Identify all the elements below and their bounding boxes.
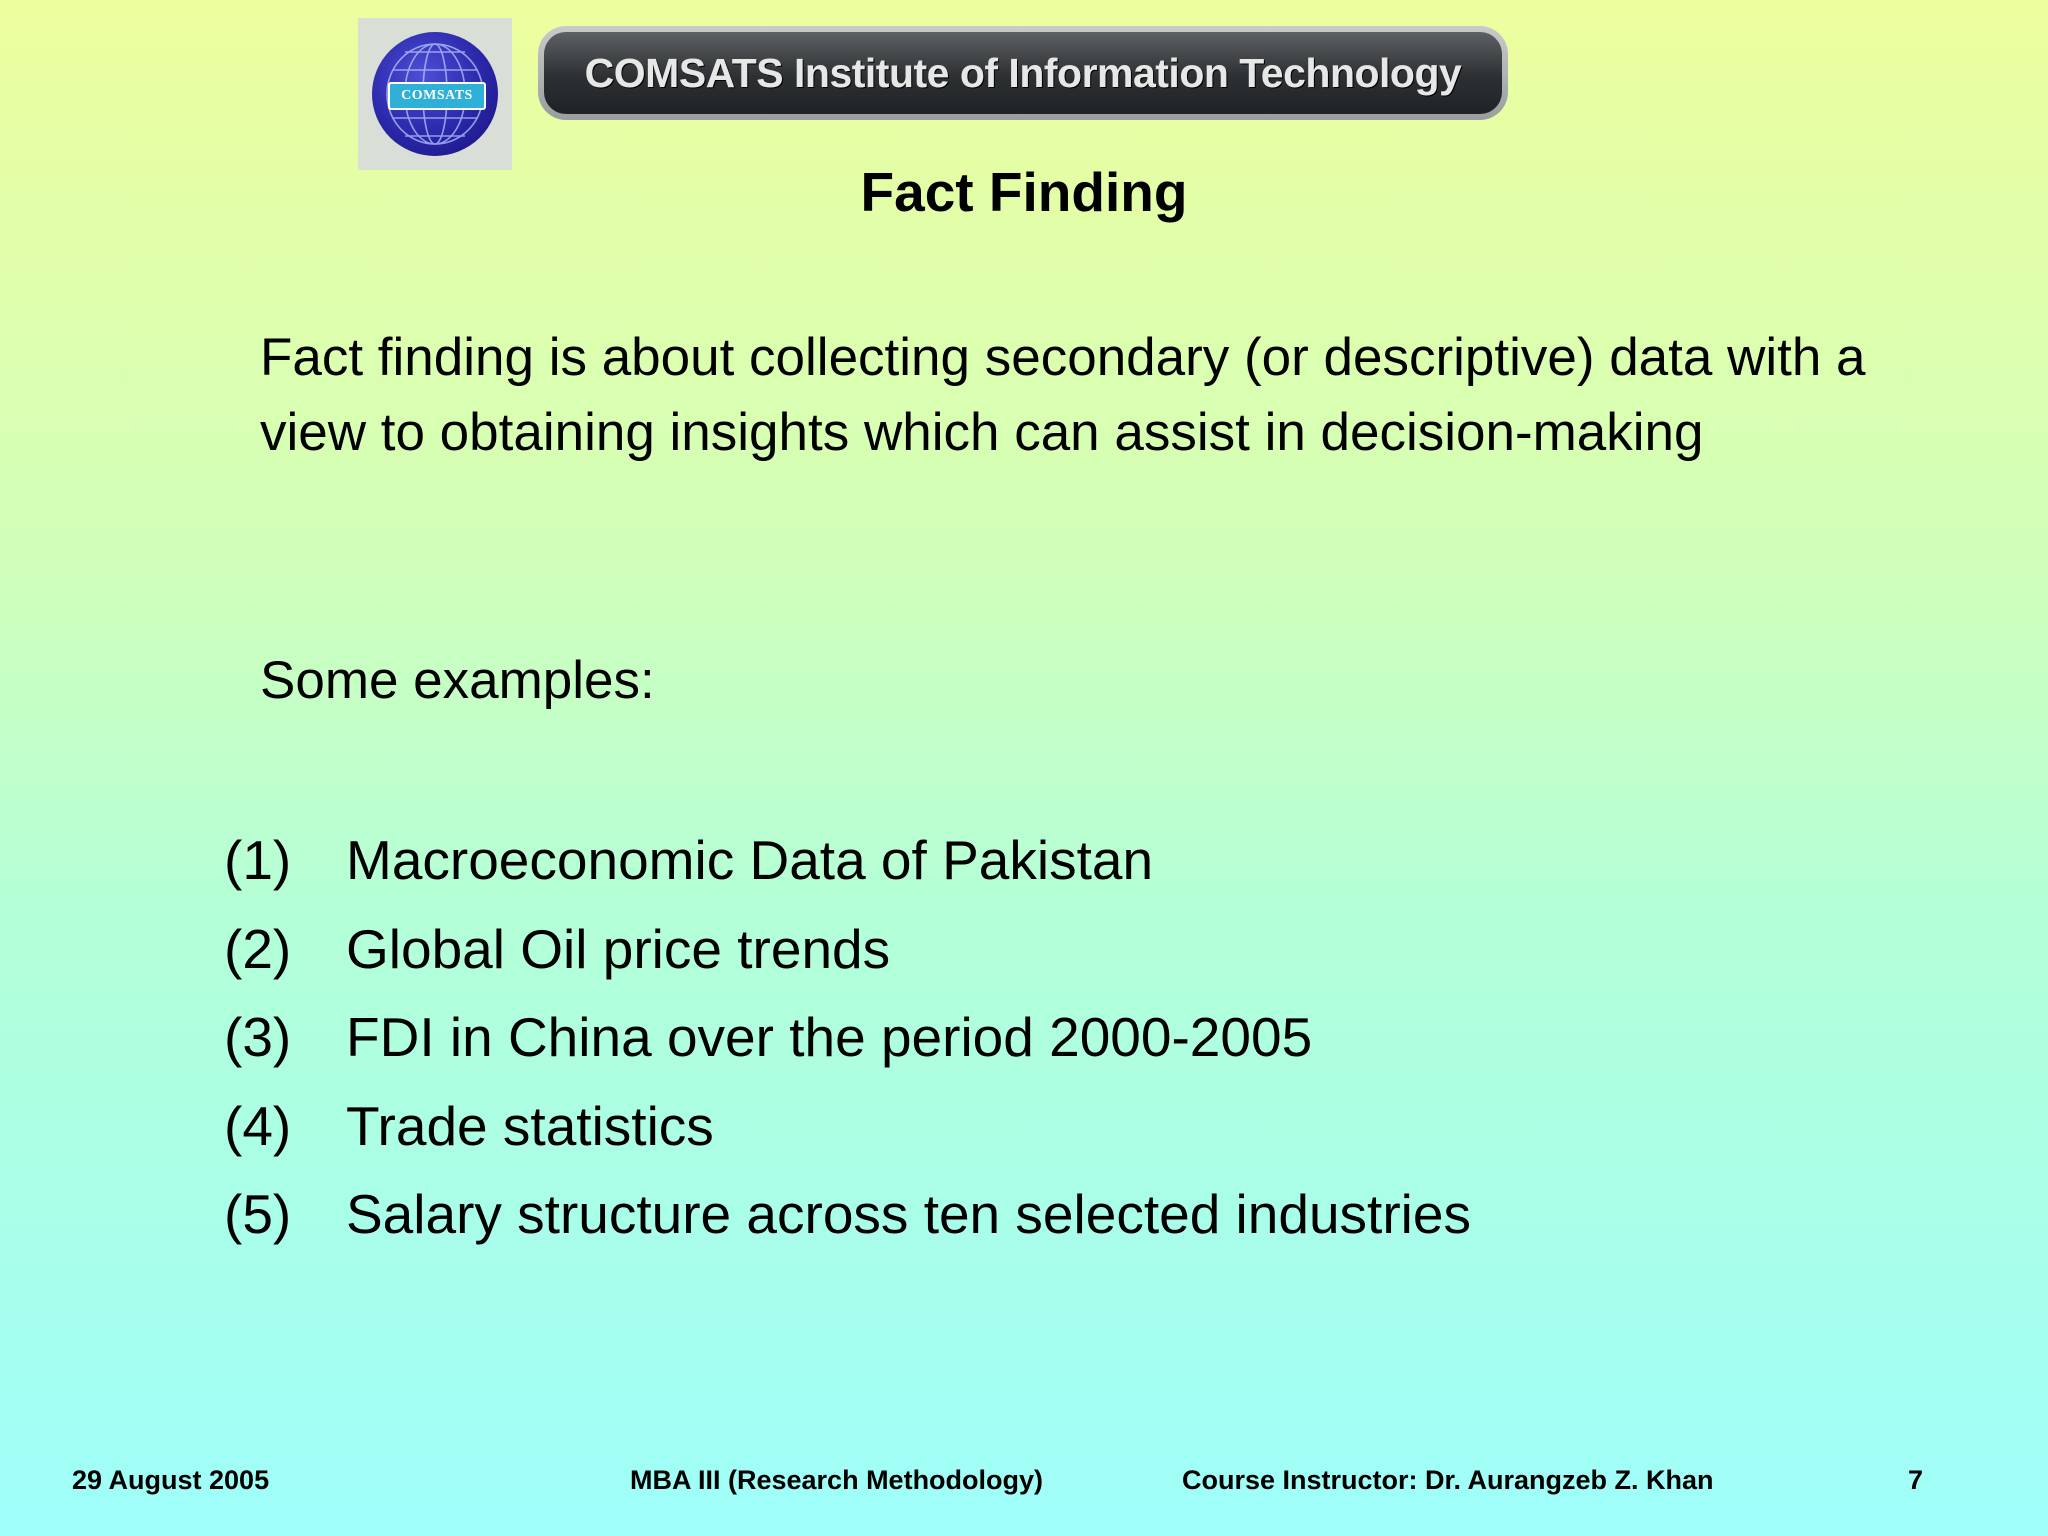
examples-list [224, 825, 1471, 1268]
banner-text: COMSATS Institute of Information Technology [544, 32, 1502, 114]
footer-instructor: Course Instructor: Dr. Aurangzeb Z. Khan [1182, 1465, 1714, 1495]
globe-icon [372, 32, 498, 156]
item-text: FDI in China over the period 2000-2005 [346, 1006, 1313, 1068]
item-number: (3) [224, 1006, 292, 1068]
slide-title: Fact Finding [860, 161, 1188, 223]
list-item [224, 1179, 1471, 1268]
item-number: (1) [224, 829, 292, 891]
item-number: (5) [224, 1183, 292, 1245]
item-text: Global Oil price trends [346, 917, 891, 980]
list-item [224, 914, 1471, 1003]
item-number: (2) [224, 917, 292, 980]
page-number: 7 [1908, 1465, 1924, 1495]
list-item [224, 1091, 1471, 1180]
institute-banner [538, 26, 1508, 120]
logo-label: COMSATS [388, 82, 486, 110]
examples-label: Some examples: [260, 651, 655, 710]
comsats-logo [358, 18, 512, 170]
item-text: Trade statistics [346, 1094, 714, 1157]
item-number: (4) [224, 1094, 292, 1157]
item-text: Macroeconomic Data of Pakistan [346, 829, 1154, 891]
list-item [224, 1002, 1471, 1091]
footer-course: MBA III (Research Methodology) [630, 1465, 1044, 1495]
list-item [224, 825, 1471, 914]
item-text: Salary structure across ten selected industries [346, 1183, 1471, 1245]
intro-paragraph: Fact finding is about collecting secondary (or descriptive) data with a view to obtaining insights which can assist in decision-making [260, 328, 1866, 462]
footer-date: 29 August 2005 [72, 1465, 270, 1495]
